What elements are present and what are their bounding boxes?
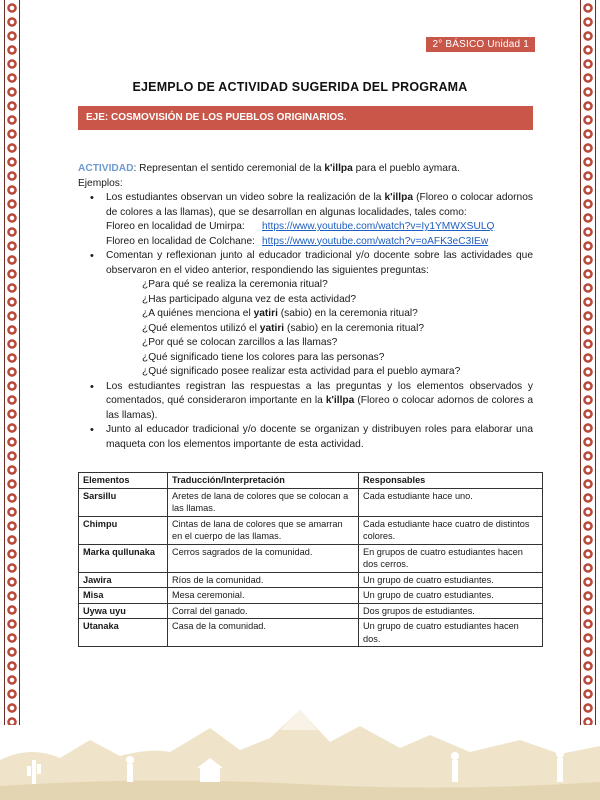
table-row: Sarsillu Aretes de lana de colores que se colocan a las llamas. Cada estudiante hace uno.	[79, 488, 543, 516]
table-row: Utanaka Casa de la comunidad. Un grupo de cuatro estudiantes hacen dos.	[79, 619, 543, 647]
table-header-row	[79, 473, 543, 489]
location-colchane: Floreo en localidad de Colchane: https://www.youtube.com/watch?v=oAFK3eC3IEw	[106, 235, 533, 250]
step-watch-video: • Los estudiantes observan un video sobre la realización de la k'illpa (Floreo o colocar adornos de colores a las llamas), que se desarrollan en algunas localidades, tales como: Floreo en localidad de Umirpa: https://www.youtube.com/watch?v=Iy1YMWXSULQ Floreo en localidad de Colchane: https://www.youtube.com/watch?v=oAFK3eC3IEw	[78, 191, 533, 249]
elements-table	[78, 472, 543, 647]
cactus	[32, 760, 36, 784]
table-row: Jawira Ríos de la comunidad. Un grupo de cuatro estudiantes.	[79, 572, 543, 588]
location-umirpa: Floreo en localidad de Umirpa: https://www.youtube.com/watch?v=Iy1YMWXSULQ	[106, 220, 533, 235]
question-item: ¿Qué elementos utilizó el yatiri (sabio) en la ceremonia ritual?	[142, 322, 425, 334]
question-item: ¿Qué significado posee realizar esta actividad para el pueblo aymara?	[142, 366, 461, 377]
step-reflect-questions: • Comentan y reflexionan junto al educador tradicional y/o docente sobre las actividades que observaron en el video anterior, respondiendo las siguientes preguntas: ¿Para qué se realiza la ceremonia ritual? ¿Has participado alguna vez de esta actividad? ¿A quiénes menciona el yatiri (sabio) en la ceremonia ritual? ¿Qué elementos utilizó el yatiri (sabio) en la ceremonia ritual? ¿Por qué se colocan zarcillos a las llamas? ¿Qué significado tiene los colores para las personas? ¿Qué significado posee realizar esta actividad para el pueblo aymara?	[78, 249, 533, 380]
cactus-arm	[37, 764, 41, 774]
column-header: Traducción/Interpretación	[168, 473, 359, 489]
person-head	[556, 750, 564, 758]
column-header: Elementos	[79, 473, 168, 489]
question-item: ¿Has participado alguna vez de esta actividad?	[142, 293, 357, 305]
step-build-model: • Junto al educador tradicional y/o docente se organizan y distribuyen roles para elaborar una maqueta con los elementos importante de esta actividad.	[78, 423, 533, 452]
house	[200, 768, 220, 782]
column-header: Responsables	[359, 473, 543, 489]
question-item: ¿Qué significado tiene los colores para las personas?	[142, 351, 385, 363]
examples-label: Ejemplos:	[78, 177, 123, 189]
decorative-border-right	[580, 0, 596, 725]
person-body	[127, 764, 133, 782]
video-link-umirpa[interactable]: https://www.youtube.com/watch?v=Iy1YMWXSULQ	[262, 221, 495, 232]
cactus-arm	[27, 766, 31, 776]
axis-banner: EJE: COSMOVISIÓN DE LOS PUEBLOS ORIGINARIOS.	[78, 106, 533, 130]
table-row: Marka qullunaka Cerros sagrados de la comunidad. En grupos de cuatro estudiantes hacen dos cerros.	[79, 544, 543, 572]
activity-steps	[78, 191, 533, 452]
table-row: Misa Mesa ceremonial. Un grupo de cuatro estudiantes.	[79, 588, 543, 604]
question-item: ¿A quiénes menciona el yatiri (sabio) en la ceremonia ritual?	[142, 308, 418, 319]
person-head	[126, 756, 134, 764]
table-row: Chimpu Cintas de lana de colores que se amarran en el cuerpo de las llamas. Cada estudiante hace cuatro de distintos colores.	[79, 516, 543, 544]
video-link-colchane[interactable]: https://www.youtube.com/watch?v=oAFK3eC3IEw	[262, 235, 489, 247]
question-item: ¿Para qué se realiza la ceremonia ritual?	[142, 279, 328, 290]
page-title: EJEMPLO DE ACTIVIDAD SUGERIDA DEL PROGRAMA	[132, 80, 468, 94]
activity-label: ACTIVIDAD	[78, 163, 134, 174]
question-item: ¿Por qué se colocan zarcillos a las llamas?	[142, 337, 338, 348]
activity-statement: ACTIVIDAD: Representan el sentido ceremonial de la k'illpa para el pueblo aymara.	[78, 163, 460, 174]
person-head	[451, 752, 459, 760]
snow-peak	[280, 710, 318, 730]
table-row: Uywa uyu Corral del ganado. Dos grupos de estudiantes.	[79, 603, 543, 619]
grade-unit-tag: 2° BÁSICO Unidad 1	[426, 37, 535, 52]
step-record-answers: • Los estudiantes registran las respuestas a las preguntas y los elementos observados y comentados, qué consideraron importante en la k'illpa (Floreo o colocar adornos de colores a las llamas).	[78, 380, 533, 424]
footer-landscape-illustration	[0, 690, 600, 800]
decorative-border-left	[4, 0, 20, 725]
person-body	[557, 758, 563, 782]
person-body	[452, 760, 458, 782]
question-list	[106, 278, 533, 380]
activity-content	[78, 162, 533, 452]
